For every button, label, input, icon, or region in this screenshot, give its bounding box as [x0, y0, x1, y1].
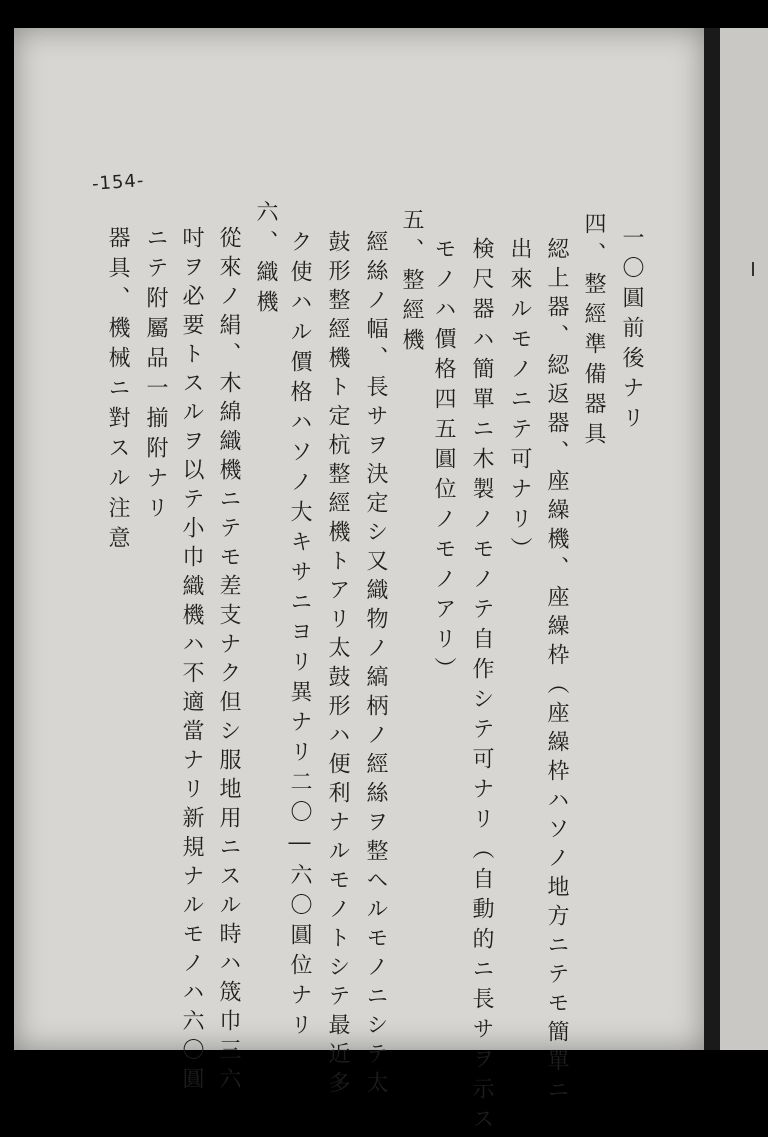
text-column: 出來ルモノニテ可ナリ） — [507, 237, 532, 567]
text-column: 一〇圓前後ナリ — [619, 226, 644, 436]
page-number: -154- — [91, 170, 146, 195]
text-column: 検尺器ハ簡單ニ木製ノモノテ自作シテ可ナリ（自動的ニ長サヲ示ス — [469, 237, 494, 1137]
book-gutter — [704, 28, 720, 1050]
section-heading: 六、織機 — [253, 200, 278, 320]
text-column: ク使ハル價格ハソノ大キサニヨリ異ナリ二〇―六〇圓位ナリ — [287, 230, 312, 1043]
text-column: モノハ價格四五圓位ノモノアリ） — [431, 237, 456, 687]
adjacent-page-edge — [720, 28, 768, 1050]
text-column: 綛上器、綛返器、座繰機、座繰枠（座繰枠ハソノ地方ニテモ簡單ニ — [544, 237, 569, 1107]
text-column: 從來ノ絹、木綿織機ニテモ差支ナク但シ服地用ニスル時ハ筬巾三六 — [216, 226, 241, 1096]
text-column: ニテ附屬品一揃附ナリ — [143, 226, 168, 526]
text-column: 吋ヲ必要トスルヲ以テ小巾織機ハ不適當ナリ新規ナルモノハ六〇圓 — [179, 226, 204, 1096]
text-column: 鼓形整經機ト定杭整經機トアリ太鼓形ハ便利ナルモノトシテ最近多 — [325, 230, 350, 1100]
section-heading: 器具、機械ニ對スル注意 — [105, 226, 130, 556]
text-column: 經絲ノ幅、長サヲ決定シ又織物ノ縞柄ノ經絲ヲ整ヘルモノニシテ太 — [363, 230, 388, 1100]
section-heading: 四、整經準備器具 — [581, 212, 606, 452]
section-heading: 五、整經機 — [399, 208, 424, 358]
adjacent-page-mark — [752, 262, 754, 276]
